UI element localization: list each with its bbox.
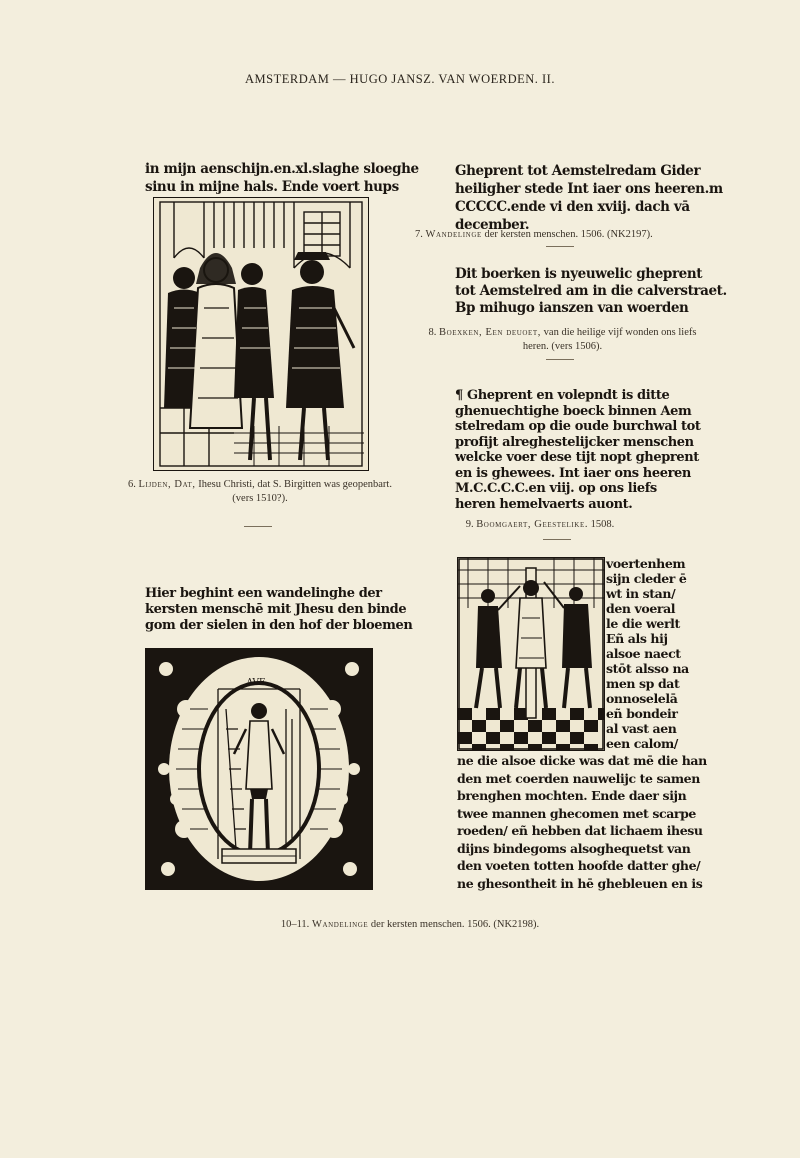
blackletter-line: onnoselelā <box>606 691 678 706</box>
caption-text: Ihesu Christi, dat S. Birgitten was geopenbart. <box>198 479 392 490</box>
woodcut-letters: AVE <box>246 678 266 688</box>
woodcut-illustration <box>146 649 372 889</box>
caption-text: der kersten menschen. 1506. (NK2198). <box>370 919 540 930</box>
blackletter-line: le die werlt <box>606 616 680 631</box>
caption-number: 9. <box>465 519 474 530</box>
blackletter-line: een calom/ <box>606 736 678 751</box>
blackletter-line: CCCCC.ende vi den xviij. dach vā <box>455 199 690 215</box>
blackletter-line: men sp dat <box>606 676 680 691</box>
caption-8 <box>420 326 705 354</box>
blackletter-line: roeden/ eñ hebben dat lichaem ihesu <box>457 823 703 838</box>
blackletter-line: den voeten totten hoofde datter ghe/ <box>457 858 701 873</box>
blackletter-line: wt in stan/ <box>606 586 676 601</box>
divider <box>543 539 571 540</box>
blackletter-line: kersten menschē mit Jhesu den binde <box>145 602 407 617</box>
caption-8-line1 <box>420 326 705 340</box>
caption-10-11 <box>200 918 620 932</box>
blackletter-line: stelredam op die oude burchwal tot <box>455 419 701 434</box>
blackletter-line: gom der sielen in den hof der bloemen <box>145 618 413 633</box>
blackletter-line: brenghen mochten. Ende daer sijn <box>457 788 687 803</box>
item-8-text <box>455 266 727 317</box>
blackletter-line: ne ghesontheit in hē ghebleuen en is <box>457 875 703 891</box>
caption-6 <box>115 478 405 506</box>
blackletter-line: sinu in mijne hals. Ende voert hups <box>145 179 399 195</box>
divider <box>546 246 574 247</box>
item-9-text <box>455 388 701 512</box>
caption-9 <box>420 518 660 532</box>
divider <box>244 526 272 527</box>
blackletter-line: ne die alsoe dicke was dat mē die han <box>457 753 707 768</box>
blackletter-line: sijn cleder ē <box>606 571 687 586</box>
item-6-text <box>145 160 419 196</box>
item-11-text <box>457 752 707 892</box>
caption-title: Boexken, Een deuoet, <box>439 327 542 338</box>
running-header: AMSTERDAM — HUGO JANSZ. VAN WOERDEN. II. <box>245 72 555 86</box>
caption-number: 6. <box>128 479 136 490</box>
blackletter-line: eñ bondeir <box>606 706 678 721</box>
blackletter-line: Hier beghint een wandelinghe der <box>145 586 382 601</box>
blackletter-line: den met coerden nauwelijc te samen <box>457 770 700 786</box>
blackletter-line: voertenhem <box>606 556 686 571</box>
caption-text: van die heilige vijf wonden ons liefs <box>543 327 697 338</box>
blackletter-line: dijns bindegoms alsoghequetst van <box>457 840 691 856</box>
woodcut-initial-O-man-of-sorrows <box>145 648 373 890</box>
blackletter-line: in mijn aenschijn.en.xl.slaghe sloeghe <box>145 161 419 177</box>
blackletter-line: twee mannen ghecomen met scarpe <box>457 805 696 821</box>
woodcut-illustration <box>458 558 604 750</box>
item-10-text <box>145 586 412 634</box>
blackletter-line: stōt alsso na <box>606 661 689 676</box>
divider <box>546 359 574 360</box>
caption-6-line1 <box>115 478 405 492</box>
blackletter-line: al vast aen <box>606 721 677 736</box>
caption-6-line2: (vers 1510?). <box>232 493 288 504</box>
blackletter-line: profijt alreghestelijcker menschen <box>455 434 694 450</box>
blackletter-line: Gheprent tot Aemstelredam Gider <box>455 163 701 179</box>
blackletter-line: december. <box>455 217 530 233</box>
blackletter-line: en is ghewees. Int iaer ons heeren <box>455 465 691 481</box>
blackletter-line: heiligher stede Int iaer ons heeren.m <box>455 181 723 197</box>
blackletter-line: Bp mihugo ianszen van woerden <box>455 300 689 316</box>
item-11-side-text <box>606 556 689 751</box>
caption-8-line2: heren. (vers 1506). <box>522 341 603 352</box>
blackletter-line: Eñ als hij <box>606 631 668 646</box>
blackletter-line: alsoe naect <box>606 646 681 661</box>
caption-text: der kersten menschen. 1506. (NK2197). <box>484 229 653 240</box>
blackletter-line: M.C.C.C.C.en viij. op ons liefs <box>455 481 657 496</box>
caption-text: 1508. <box>590 519 615 530</box>
caption-7 <box>415 228 715 242</box>
caption-title: Wandelinge <box>311 919 369 930</box>
blackletter-line: den voeral <box>606 601 676 616</box>
caption-number: 10–11. <box>280 919 310 930</box>
woodcut-flagellation <box>457 557 605 751</box>
caption-number: 7. <box>415 229 423 240</box>
woodcut-illustration <box>154 198 368 470</box>
caption-title: Boomgaert, Geestelike. <box>476 519 589 530</box>
blackletter-line: Dit boerken is nyeuwelic gheprent <box>455 266 703 282</box>
item-7-text <box>455 162 723 234</box>
caption-title: Lijden, Dat, <box>138 479 196 490</box>
woodcut-christ-before-judge <box>153 197 369 471</box>
caption-number: 8. <box>428 327 437 338</box>
blackletter-line: heren hemelvaerts auont. <box>455 496 633 512</box>
blackletter-line: ¶ Gheprent en volepndt is ditte <box>455 388 670 403</box>
caption-title: Wandelinge <box>425 229 482 240</box>
blackletter-line: welcke voer dese tijt nopt gheprent <box>455 450 699 465</box>
blackletter-line: tot Aemstelred am in die calverstraet. <box>455 283 727 299</box>
blackletter-line: ghenuechtighe boeck binnen Aem <box>455 403 692 419</box>
